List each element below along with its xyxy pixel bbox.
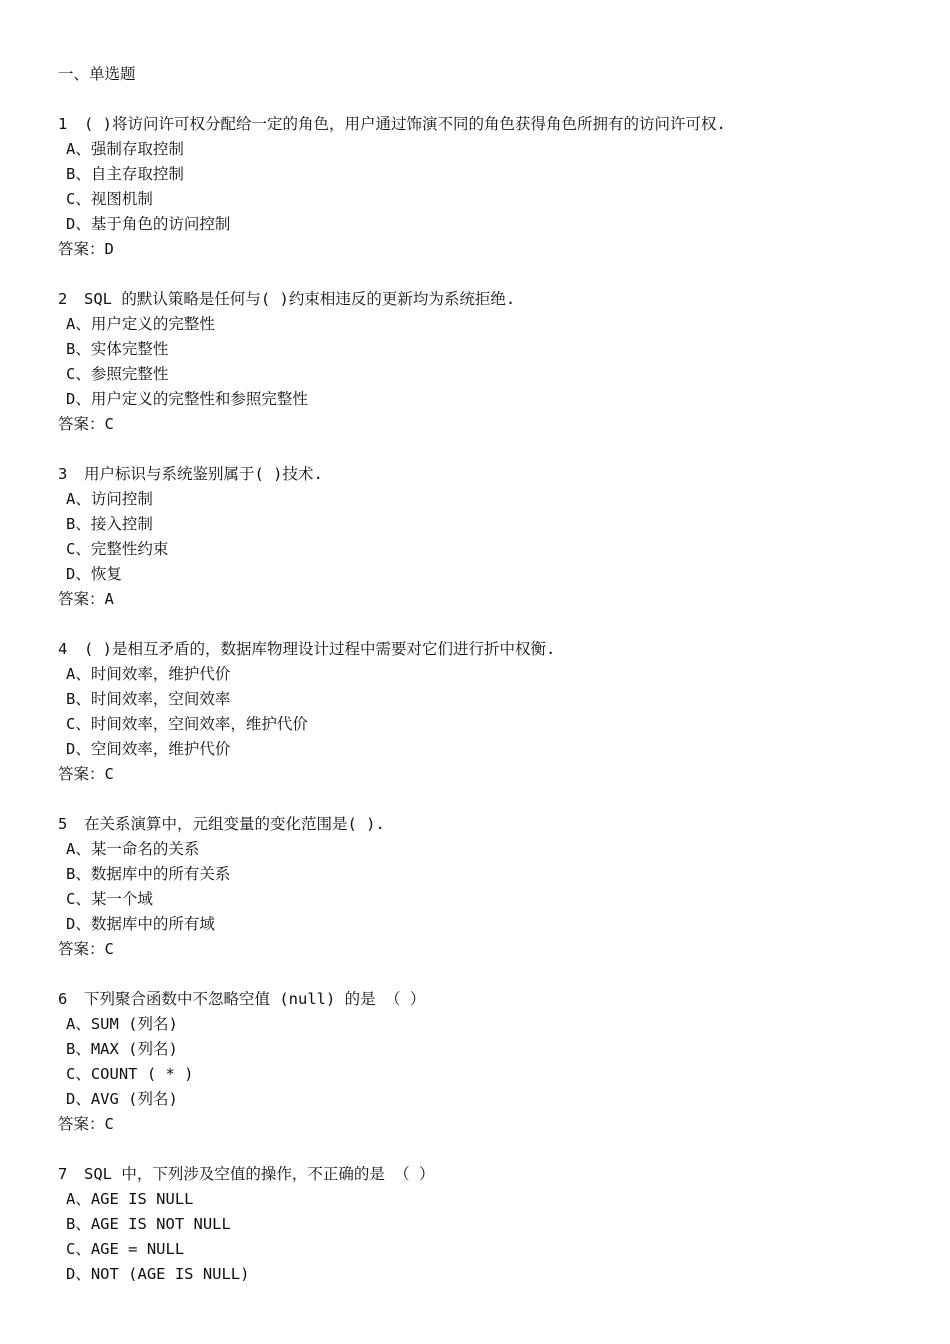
- option-d: D、NOT (AGE IS NULL): [66, 1265, 250, 1283]
- question-text: ( )将访问许可权分配给一定的角色，用户通过饰演不同的角色获得角色所拥有的访问许可权.: [84, 115, 726, 133]
- option-b: B、数据库中的所有关系: [66, 865, 231, 883]
- option-c: C、AGE = NULL: [66, 1240, 185, 1258]
- question-text: 用户标识与系统鉴别属于( )技术.: [84, 465, 323, 483]
- question-number: 3: [58, 465, 68, 483]
- question-stem: [58, 462, 918, 487]
- option-d: D、空间效率，维护代价: [66, 740, 231, 758]
- question-number: 2: [58, 290, 68, 308]
- option-b: B、MAX (列名): [66, 1040, 178, 1058]
- option-a: A、某一命名的关系: [66, 840, 200, 858]
- option-c: C、COUNT ( * ): [66, 1065, 194, 1083]
- answer: 答案：A: [58, 590, 114, 608]
- question-7: [58, 1162, 918, 1287]
- question-text: SQL 的默认策略是任何与( )约束相违反的更新均为系统拒绝.: [84, 290, 516, 308]
- question-1: [58, 112, 918, 262]
- option-a: A、AGE IS NULL: [66, 1190, 194, 1208]
- answer: 答案：C: [58, 1115, 114, 1133]
- question-number: 7: [58, 1165, 68, 1183]
- question-3: [58, 462, 918, 612]
- question-stem: [58, 1162, 918, 1187]
- option-b: B、实体完整性: [66, 340, 169, 358]
- option-d: D、用户定义的完整性和参照完整性: [66, 390, 308, 408]
- answer: 答案：D: [58, 240, 114, 258]
- question-number: 5: [58, 815, 68, 833]
- question-stem: [58, 987, 918, 1012]
- option-c: C、完整性约束: [66, 540, 169, 558]
- question-stem: [58, 812, 918, 837]
- option-d: D、数据库中的所有域: [66, 915, 215, 933]
- option-b: B、AGE IS NOT NULL: [66, 1215, 231, 1233]
- option-d: D、基于角色的访问控制: [66, 215, 231, 233]
- section-title: 一、单选题: [58, 65, 136, 83]
- answer: 答案：C: [58, 940, 114, 958]
- document-page: [58, 62, 918, 1312]
- option-a: A、用户定义的完整性: [66, 315, 215, 333]
- option-c: C、时间效率，空间效率，维护代价: [66, 715, 308, 733]
- question-6: [58, 987, 918, 1137]
- answer: 答案：C: [58, 765, 114, 783]
- question-2: [58, 287, 918, 437]
- option-b: B、接入控制: [66, 515, 153, 533]
- option-d: D、AVG (列名): [66, 1090, 178, 1108]
- question-4: [58, 637, 918, 787]
- question-text: SQL 中，下列涉及空值的操作，不正确的是 （ ）: [84, 1165, 435, 1183]
- question-number: 4: [58, 640, 68, 658]
- question-stem: [58, 637, 918, 662]
- answer: 答案：C: [58, 415, 114, 433]
- option-b: B、时间效率，空间效率: [66, 690, 231, 708]
- question-text: ( )是相互矛盾的，数据库物理设计过程中需要对它们进行折中权衡.: [84, 640, 556, 658]
- question-stem: [58, 112, 918, 137]
- option-d: D、恢复: [66, 565, 122, 583]
- option-a: A、访问控制: [66, 490, 153, 508]
- question-5: [58, 812, 918, 962]
- question-text: 下列聚合函数中不忽略空值 (null) 的是 （ ）: [84, 990, 426, 1008]
- option-c: C、视图机制: [66, 190, 153, 208]
- option-a: A、时间效率，维护代价: [66, 665, 231, 683]
- option-c: C、某一个域: [66, 890, 153, 908]
- option-c: C、参照完整性: [66, 365, 169, 383]
- question-number: 6: [58, 990, 68, 1008]
- question-text: 在关系演算中，元组变量的变化范围是( ).: [84, 815, 385, 833]
- question-number: 1: [58, 115, 68, 133]
- option-a: A、SUM (列名): [66, 1015, 178, 1033]
- option-b: B、自主存取控制: [66, 165, 184, 183]
- option-a: A、强制存取控制: [66, 140, 184, 158]
- question-stem: [58, 287, 918, 312]
